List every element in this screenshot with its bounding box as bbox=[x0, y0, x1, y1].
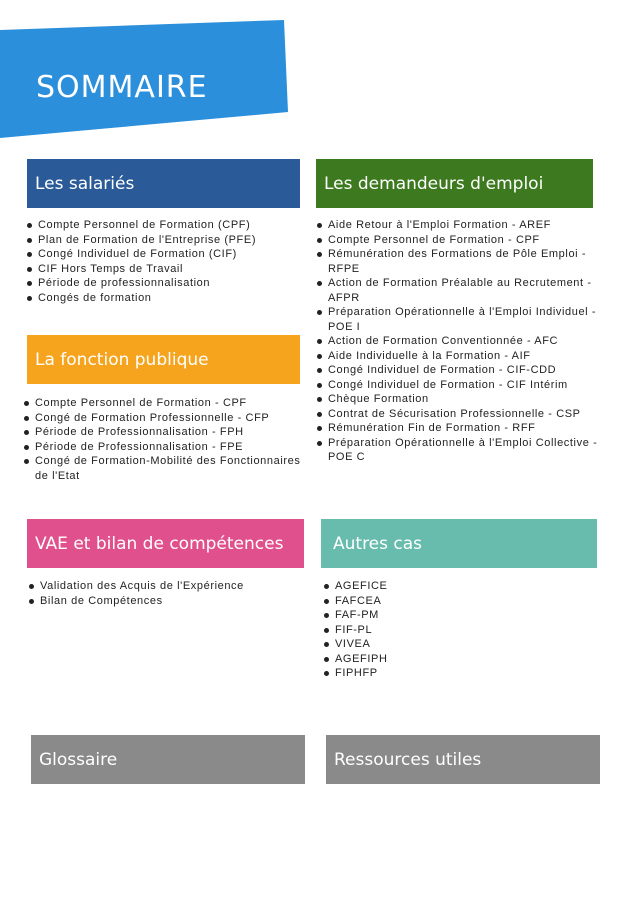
section-header-autres[interactable] bbox=[321, 519, 597, 568]
section-label: La fonction publique bbox=[35, 349, 209, 370]
list-item[interactable]: Action de Formation Préalable au Recrutement - AFPR bbox=[316, 276, 598, 305]
list-item[interactable]: Congés de formation bbox=[26, 291, 306, 306]
list-item[interactable]: FIPHFP bbox=[323, 666, 523, 681]
list-item[interactable]: Aide Retour à l'Emploi Formation - AREF bbox=[316, 218, 598, 233]
list-item[interactable]: AGEFIPH bbox=[323, 652, 523, 667]
section-label: Autres cas bbox=[333, 533, 423, 554]
list-item[interactable]: Aide Individuelle à la Formation - AIF bbox=[316, 349, 598, 364]
list-item[interactable]: Compte Personnel de Formation - CPF bbox=[23, 396, 307, 411]
list-item[interactable]: Préparation Opérationnelle à l'Emploi Collective - POE C bbox=[316, 436, 598, 465]
list-item[interactable]: Chèque Formation bbox=[316, 392, 598, 407]
section-header-glossaire[interactable] bbox=[31, 735, 305, 784]
list-item[interactable]: FAF-PM bbox=[323, 608, 523, 623]
section-header-fonction-publique[interactable] bbox=[27, 335, 300, 384]
section-label: Les salariés bbox=[35, 173, 135, 194]
demandeurs-list bbox=[316, 218, 598, 465]
list-item[interactable]: Congé Individuel de Formation (CIF) bbox=[26, 247, 306, 262]
autres-list bbox=[323, 579, 523, 681]
section-header-vae[interactable] bbox=[27, 519, 304, 568]
list-item[interactable]: Préparation Opérationnelle à l'Emploi Individuel - POE I bbox=[316, 305, 598, 334]
list-item[interactable]: FIF-PL bbox=[323, 623, 523, 638]
list-item[interactable]: Compte Personnel de Formation - CPF bbox=[316, 233, 598, 248]
section-header-demandeurs[interactable] bbox=[316, 159, 593, 208]
list-item[interactable]: Congé de Formation-Mobilité des Fonctionnaires de l'Etat bbox=[23, 454, 307, 483]
list-item[interactable]: VIVEA bbox=[323, 637, 523, 652]
section-label: Ressources utiles bbox=[334, 749, 482, 770]
section-header-ressources[interactable] bbox=[326, 735, 600, 784]
salaries-list bbox=[26, 218, 306, 305]
list-item[interactable]: Congé de Formation Professionnelle - CFP bbox=[23, 411, 307, 426]
list-item[interactable]: Rémunération des Formations de Pôle Emploi - RFPE bbox=[316, 247, 598, 276]
list-item[interactable]: Bilan de Compétences bbox=[28, 594, 308, 609]
section-header-salaries[interactable] bbox=[27, 159, 300, 208]
list-item[interactable]: FAFCEA bbox=[323, 594, 523, 609]
list-item[interactable]: Contrat de Sécurisation Professionnelle - CSP bbox=[316, 407, 598, 422]
list-item[interactable]: Période de Professionnalisation - FPE bbox=[23, 440, 307, 455]
vae-list bbox=[28, 579, 308, 608]
fonction-publique-list bbox=[23, 396, 307, 483]
list-item[interactable]: Compte Personnel de Formation (CPF) bbox=[26, 218, 306, 233]
list-item[interactable]: Validation des Acquis de l'Expérience bbox=[28, 579, 308, 594]
list-item[interactable]: CIF Hors Temps de Travail bbox=[26, 262, 306, 277]
list-item[interactable]: Congé Individuel de Formation - CIF-CDD bbox=[316, 363, 598, 378]
page-title: SOMMAIRE bbox=[36, 70, 208, 105]
list-item[interactable]: Congé Individuel de Formation - CIF Intérim bbox=[316, 378, 598, 393]
list-item[interactable]: Action de Formation Conventionnée - AFC bbox=[316, 334, 598, 349]
title-banner bbox=[0, 20, 288, 138]
section-label: Les demandeurs d'emploi bbox=[324, 173, 544, 194]
list-item[interactable]: Période de Professionnalisation - FPH bbox=[23, 425, 307, 440]
list-item[interactable]: Plan de Formation de l'Entreprise (PFE) bbox=[26, 233, 306, 248]
list-item[interactable]: Période de professionnalisation bbox=[26, 276, 306, 291]
section-label: Glossaire bbox=[39, 749, 118, 770]
list-item[interactable]: Rémunération Fin de Formation - RFF bbox=[316, 421, 598, 436]
list-item[interactable]: AGEFICE bbox=[323, 579, 523, 594]
section-label: VAE et bilan de compétences bbox=[35, 533, 284, 554]
